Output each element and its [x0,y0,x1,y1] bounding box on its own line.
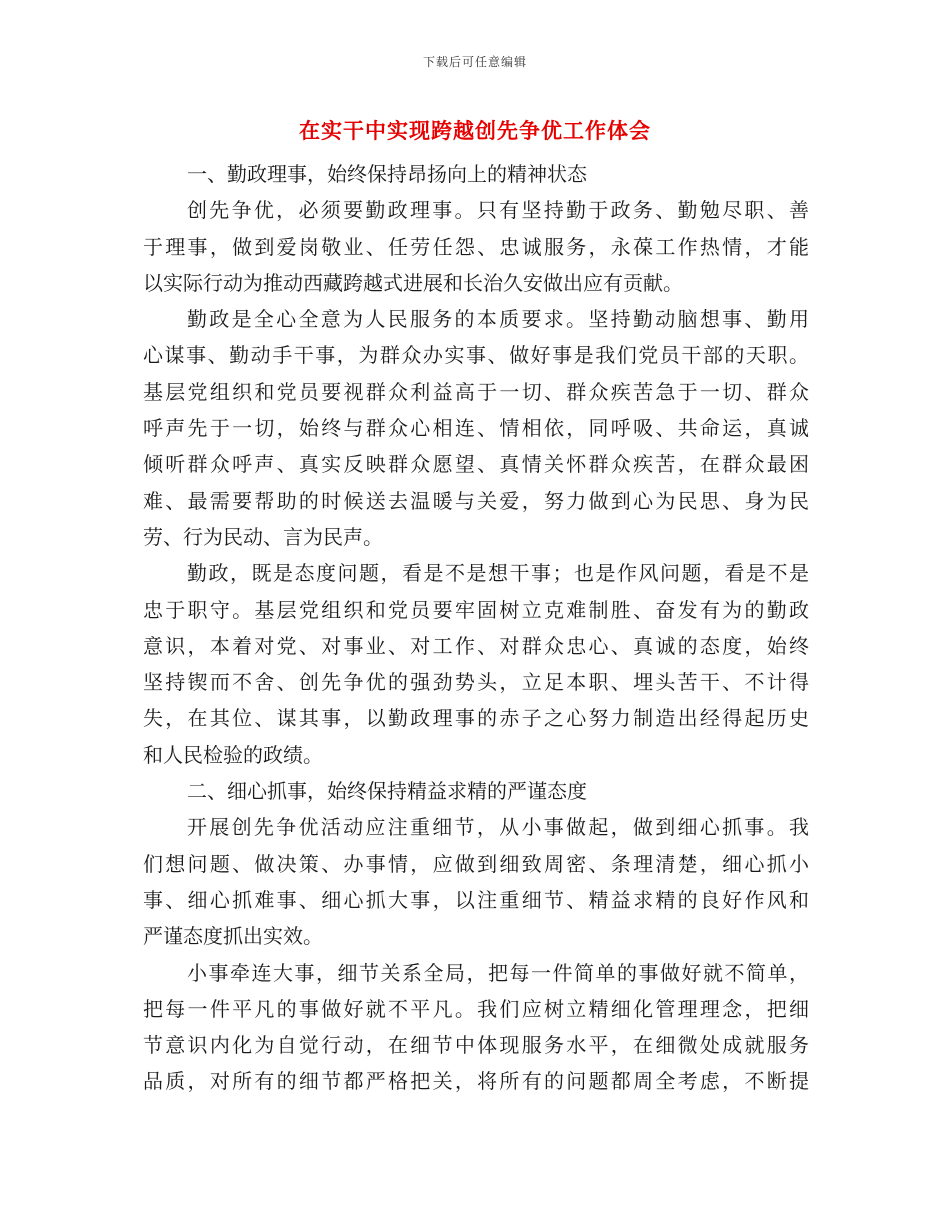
text-line: 把每一件平凡的事做好就不平凡。我们应树立精细化管理理念，把细 [143,996,809,1021]
text-line: 忠于职守。基层党组织和党员要牢固树立克难制胜、奋发有为的勤政 [143,597,809,622]
text-line: 创先争优，必须要勤政理事。只有坚持勤于政务、勤勉尽职、善 [187,198,809,223]
text-line: 事、细心抓难事、细心抓大事，以注重细节、精益求精的良好作风和 [143,887,809,912]
text-line: 勤政，既是态度问题，看是不是想干事；也是作风问题，看是不是 [187,561,809,586]
text-line: 二、细心抓事，始终保持精益求精的严谨态度 [187,779,587,804]
text-line: 开展创先争优活动应注重细节，从小事做起，做到细心抓事。我 [187,815,809,840]
text-line: 意识，本着对党、对事业、对工作、对群众忠心、真诚的态度，始终 [143,633,809,658]
text-line: 小事牵连大事，细节关系全局，把每一件简单的事做好就不简单， [187,960,809,985]
text-line: 失，在其位、谋其事，以勤政理事的赤子之心努力制造出经得起历史 [143,706,809,731]
text-line: 基层党组织和党员要视群众利益高于一切、群众疾苦急于一切、群众 [143,379,809,404]
text-line: 难、最需要帮助的时候送去温暖与关爱，努力做到心为民思、身为民 [143,488,809,513]
text-line: 劳、行为民动、言为民声。 [143,524,383,549]
document-body [143,156,809,1100]
text-line: 一、勤政理事，始终保持昂扬向上的精神状态 [187,162,587,186]
text-line: 勤政是全心全意为人民服务的本质要求。坚持勤动脑想事、勤用 [187,307,809,332]
text-line: 和人民检验的政绩。 [143,742,323,767]
document-title: 在实干中实现跨越创先争优工作体会 [299,118,651,143]
text-line: 心谋事、勤动手干事，为群众办实事、做好事是我们党员干部的天职。 [143,343,809,368]
text-line: 品质，对所有的细节都严格把关，将所有的问题都周全考虑，不断提 [143,1069,809,1094]
text-line: 以实际行动为推动西藏跨越式进展和长治久安做出应有贡献。 [143,270,683,295]
page-header: 下载后可任意编辑 [422,55,527,69]
text-line: 们想问题、做决策、办事情，应做到细致周密、条理清楚，细心抓小 [143,851,809,876]
text-line: 严谨态度抓出实效。 [143,924,323,949]
text-line: 节意识内化为自觉行动，在细节中体现服务水平，在细微处成就服务 [143,1033,809,1058]
text-line: 倾听群众呼声、真实反映群众愿望、真情关怀群众疾苦，在群众最困 [143,452,809,477]
text-line: 坚持锲而不舍、创先争优的强劲势头，立足本职、埋头苦干、不计得 [143,670,809,695]
text-line: 于理事，做到爱岗敬业、任劳任怨、忠诚服务，永葆工作热情，才能 [143,234,809,259]
text-line: 呼声先于一切，始终与群众心相连、情相依，同呼吸、共命运，真诚 [143,416,809,441]
